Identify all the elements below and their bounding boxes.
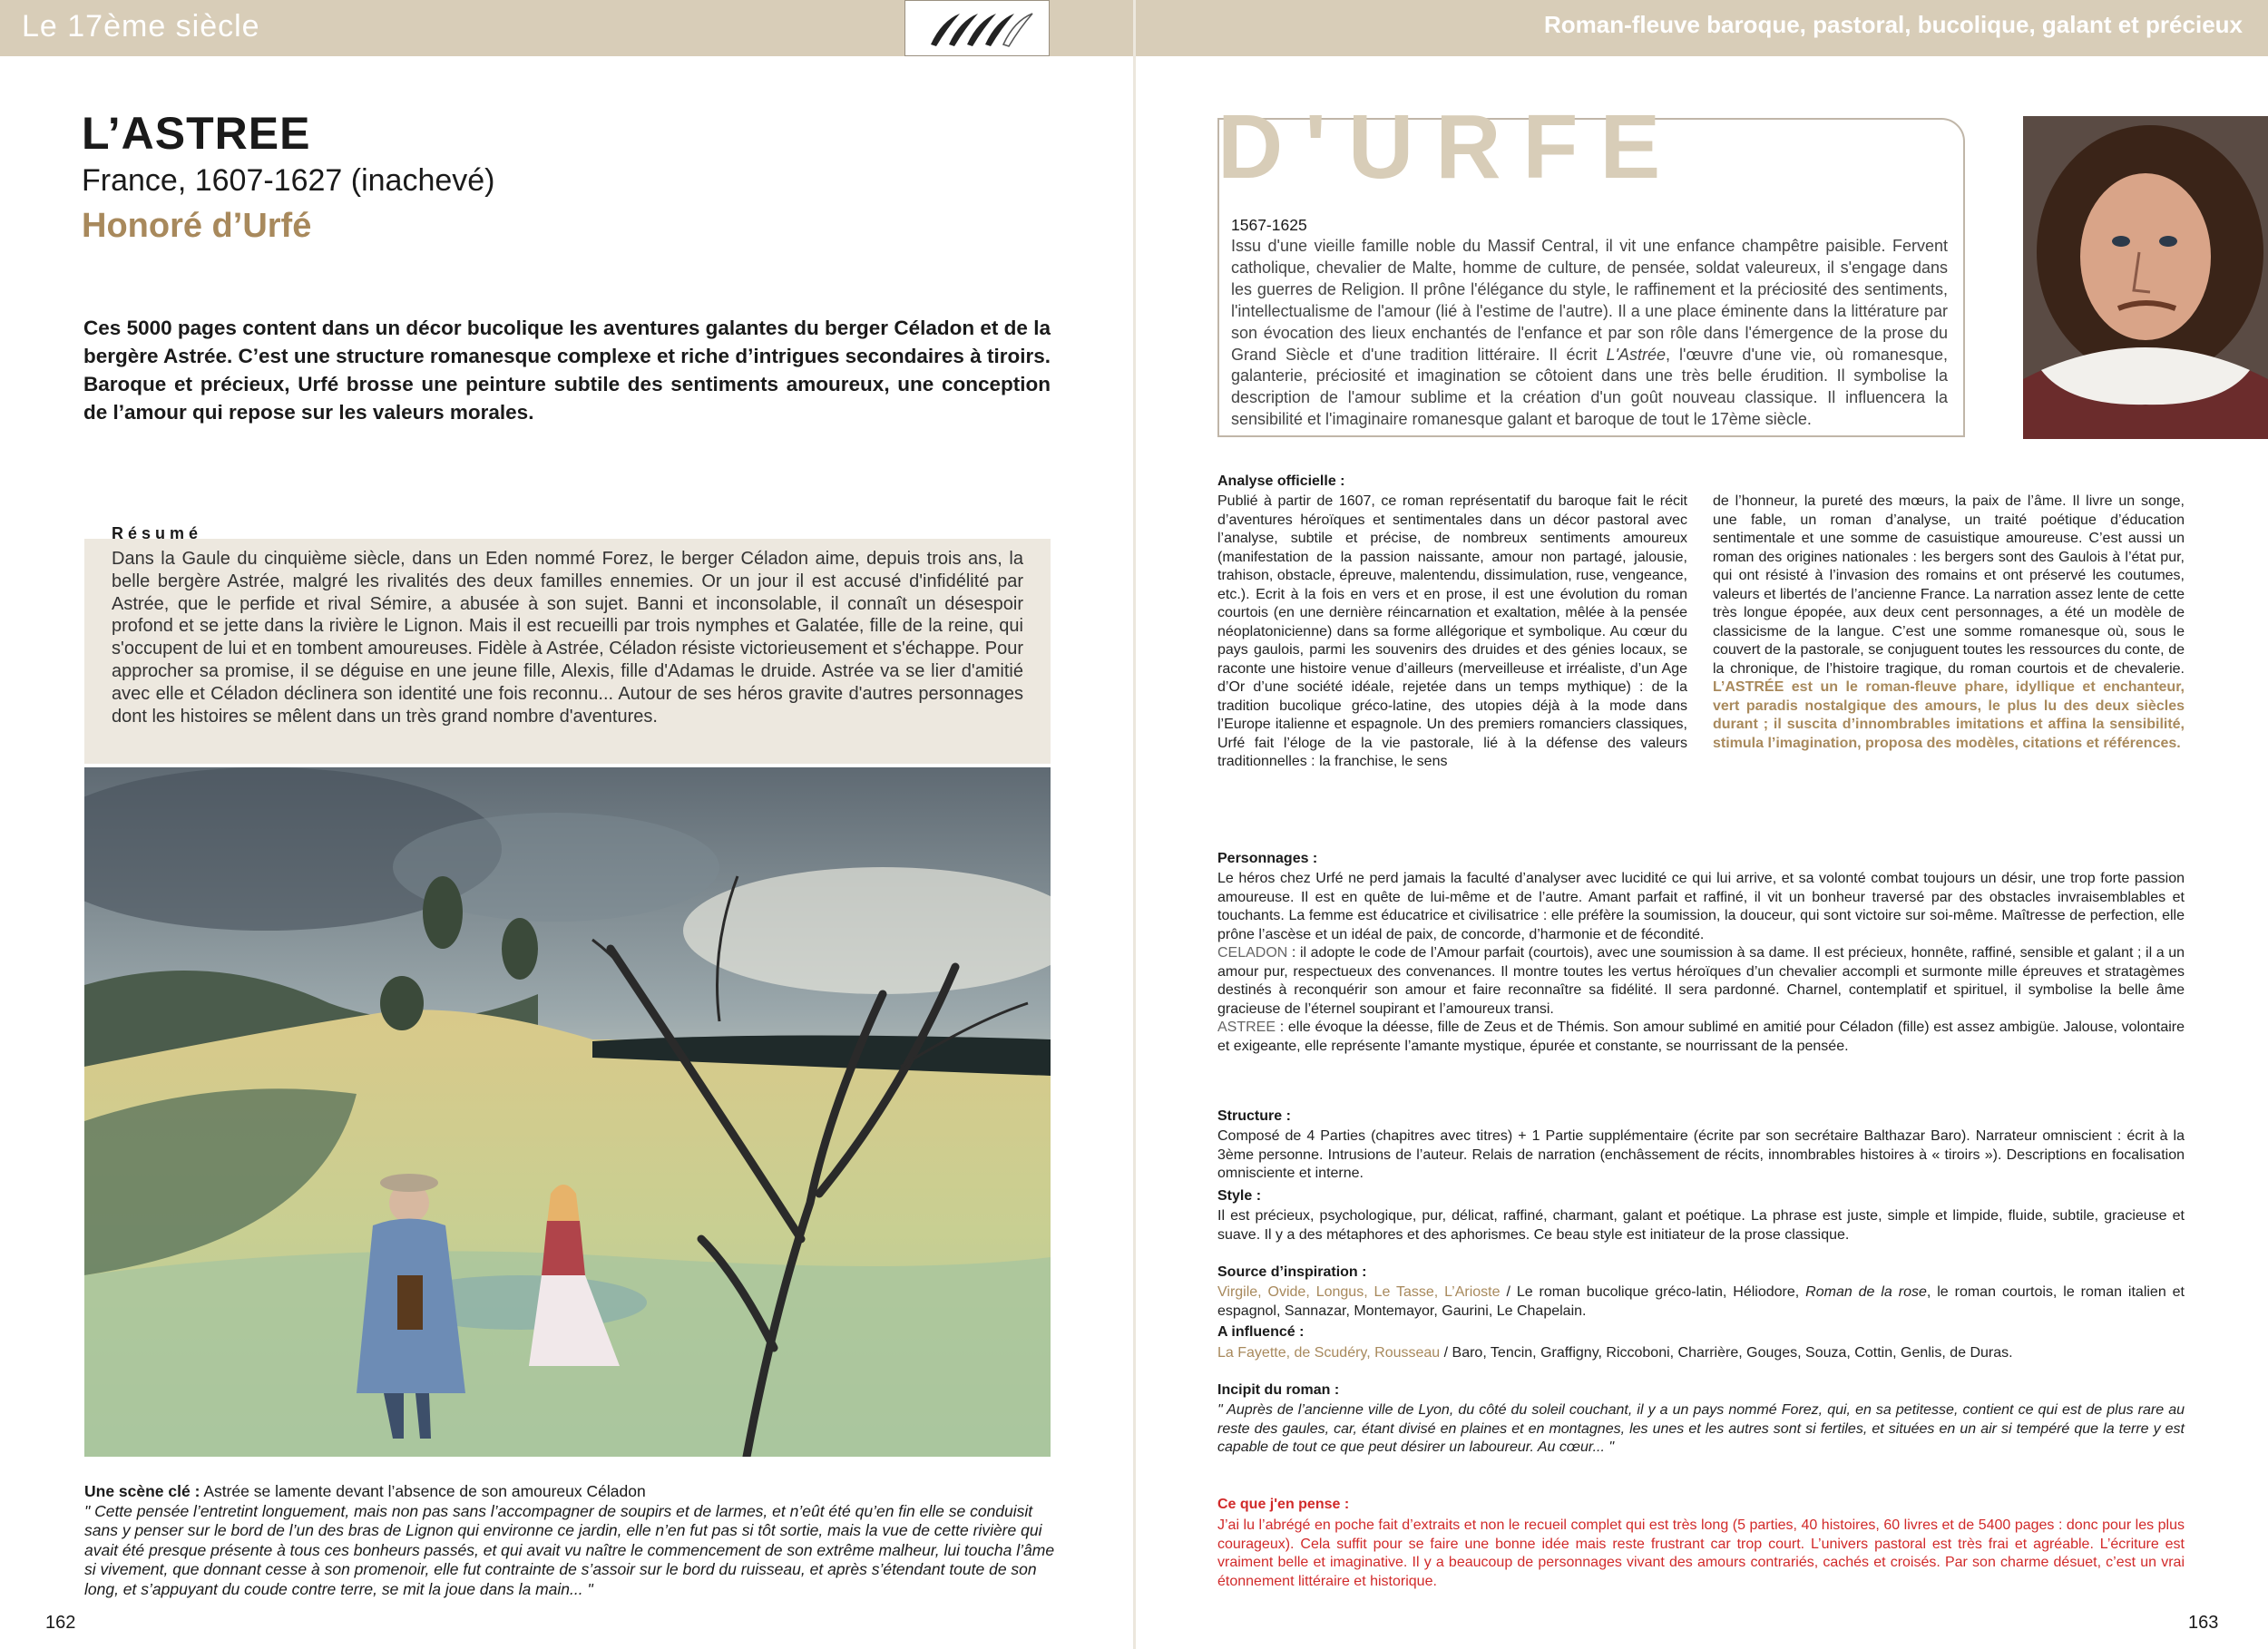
page-number-left: 162 [45, 1613, 76, 1633]
analysis-col2: de l’honneur, la pureté des mœurs, la paix de l’âme. Il livre un songe, une fable, un roman d’analyse, un traité poétique d’éducation sentimentale et une somme de casuistique amoureuse. C’est aussi un roman des origines nationales : les bergers sont des Gaulois à l’état pur, qui ont résisté à l’invasion des romains et ont préservé les coutumes, valeurs et libertés de l’ancienne France. La narration assez lente de cette très longue épopée, aux deux cent personnages, a été un modèle de classicisme de la langue. C’est une somme romanesque où, sous le couvert de la pastorale, se conjuguent toutes les ressources du conte, de la chronique, de l’histoire tragique, du roman courtois et de chevalerie. L’ASTRÉE est un le roman-fleuve phare, idyllique et enchanteur, vert paradis nostalgique des amours, le plus lu des deux siècles durant ; il suscita d’innombrables imitations et affina la sensibilité, stimula l’imagination, proposa des modèles, citations et références. [1713, 493, 2185, 751]
characters-text: Le héros chez Urfé ne perd jamais la faculté d’analyser avec lucidité ce qui lui arrive, et sa volonté combat toujours un désir, une trop forte passion amoureuse. Il est en quête de lui-même et de l’autre. Amant parfait et raffiné, il vit un bonheur traversé par des obstacles invraisemblables et touchants. La femme est éducatrice et civilisatrice : elle préfère la soumission, la douceur, qui sont victoire sur soi-même. Maîtresse de perfection, elle prône l’ascèse et un idéal de paix, de concorde, d’harmonie et de fécondité. CELADON : il adopte le code de l’Amour parfait (courtois), avec une soumission à sa dame. Il est précieux, honnête, raffiné, sensible et galant ; il a un amour pur, respectueux des convenances. Il montre toutes les vertus héroïques d’un chevalier accompli et surmonte mille épreuves et stratagèmes destinés à reconquérir son amour et faire reconnaître sa fidélité. Il sera pardonné. Charnel, contemplatif et spirituel, il symbolise la belle âme gracieuse de l’éternel soupirant et l’amoureux transi. ASTREE : elle évoque la déesse, fille de Zeus et de Thémis. Son amour sublimé en amitié pour Céladon (fille) est assez ambigüe. Jalouse, volontaire et exigeante, elle représente l’amante mystique, épurée et constante, se nourrissant de la pensée. [1217, 871, 2185, 1054]
genre-header: Roman-fleuve baroque, pastoral, bucolique, galant et précieux [1543, 11, 2243, 38]
influence-label: A influencé : [1217, 1324, 1305, 1340]
sources-label: Source d’inspiration : [1217, 1264, 1367, 1280]
quill-logo-icon [904, 0, 1050, 56]
analysis-label: Analyse officielle : [1217, 473, 1345, 489]
astree-name: ASTREE [1217, 1020, 1276, 1035]
book-spine [1133, 0, 1136, 1649]
influence-text: La Fayette, de Scudéry, Rousseau / Baro, Tencin, Graffigny, Riccoboni, Charrière, Gouges, Souza, Cottin, Genlis, de Duras. [1217, 1345, 2013, 1361]
intro-paragraph: Ces 5000 pages content dans un décor bucolique les aventures galantes du berger Céladon et de la bergère Astrée. C’est une structure romanesque complexe et riche d’intrigues secondaires à tiroirs. Baroque et précieux, Urfé brosse une peinture subtile des sentiments amoureux, une conception de l’amour qui repose sur les valeurs morales. [83, 317, 1051, 424]
key-scene [84, 1482, 1055, 1599]
summary-text: Dans la Gaule du cinquième siècle, dans un Eden nommé Forez, le berger Céladon aime, depuis trois ans, la belle bergère Astrée, malgré les rivalités des deux familles ennemies. Or un jour il est accusé d'infidélité par Astrée, que le perfide et rival Sémire, a abusée à son sujet. Banni et inconsolable, il connaît un désespoir profond et se jette dans la rivière le Lignon. Mais il est recueilli par trois nymphes et Galatée, fille de la reine, qui s'occupent de lui et en tombent amoureuses. Fidèle à Astrée, Céladon résiste victorieusement et s'échappe. Pour approcher sa promise, il se déguise en une jeune fille, Alexis, fille d'Adamas le druide. Astrée va se lier d'amitié avec elle et Céladon déclinera son identité une fois reconnu... Autour de ses héros gravite d'autres personnages dont les histoires se mêlent dans un très grand nombre d'aventures. [112, 549, 1023, 727]
author-name-large: D'URFE [1217, 96, 1683, 198]
author-portrait [2023, 116, 2268, 439]
incipit-label: Incipit du roman : [1217, 1382, 1340, 1398]
opinion-label: Ce que j'en pense : [1217, 1497, 1350, 1512]
author-dates: 1567-1625 [1231, 216, 1307, 234]
author-bio-text: Issu d'une vieille famille noble du Massif Central, il vit une enfance champêtre paisible. Fervent catholique, chevalier de Malte, homme de culture, de pensée, soldat valeureux, il s'engage dans les guerres de Religion. Il prône l'élégance du style, le raffinement et la préciosité des sentiments, l'intellectualisme de l'amour (lié à l'estime de l'autre). Il a une place éminente dans la littérature par son évocation des lieux enchantés de l'enfance et par son rôle dans l'émergence de la prose du Grand Siècle et d'une tradition littéraire. Il écrit L'Astrée, l'œuvre d'une vie, où romanesque, galanterie, préciosité et imagination se côtoient dans une très belle érudition. Il symbolise la description de l'amour sublime et la création d'un goût nouveau classique. Il influencera la sensibilité et l'imaginaire romanesque galant et baroque de tout le 17ème siècle. [1231, 237, 1948, 429]
sources-text: Virgile, Ovide, Longus, Le Tasse, L’Arioste / Le roman bucolique gréco-latin, Héliodore, Roman de la rose, le roman courtois, le roman italien et espagnol, Sannazar, Montemayor, Gaurini, Le Chapelain. [1217, 1284, 2185, 1319]
book-origin: France, 1607-1627 (inachevé) [82, 163, 495, 198]
style-label: Style : [1217, 1188, 1262, 1204]
summary-heading: Résumé [112, 524, 203, 542]
opinion-text: J’ai lu l’abrégé en poche fait d’extraits et non le recueil complet qui est très long (5 parties, 40 histoires, 60 livres et de 5400 pages : donc pour les plus courageux). Cela suffit pour se faire une bonne idée mais reste frustrant car trop court. L’univers pastoral est très frai et agréable. L’écriture est vraiment belle et imaginative. Il y a beaucoup de personnages vivant des amours contrariés, cachés et croisés. Par son charme désuet, c’est un vrai étonnement littéraire et historique. [1217, 1517, 2185, 1589]
characters-label: Personnages : [1217, 851, 1318, 866]
key-scene-label: Une scène clé : [84, 1482, 200, 1500]
structure-text: Composé de 4 Parties (chapitres avec titres) + 1 Partie supplémentaire (écrite par son secrétaire Balthazar Baro). Narrateur omniscient : écrit à la 3ème personne. Intrusions de l’auteur. Relais de narration (enchâssement de récits, innombrables histoires à « tiroirs »). Descriptions en focalisation omnisciente et interne. [1217, 1128, 2185, 1181]
analysis-highlight: L’ASTRÉE est un le roman-fleuve phare, idyllique et enchanteur, vert paradis nostalgique des amours, le plus lu des deux siècles durant ; il suscita d’innombrables imitations et affina la sensibilité, stimula l’imagination, proposa des modèles, citations et références. [1713, 679, 2185, 751]
celadon-name: CELADON [1217, 945, 1288, 961]
page-number-right: 163 [2188, 1613, 2219, 1633]
book-title: L’ASTREE [82, 108, 311, 159]
analysis-col1: Publié à partir de 1607, ce roman représentatif du baroque fait le récit d’aventures héroïques et sentimentales dans un décor pastoral avec l’analyse, subtile et précise, de nombreux sentiments amoureux (manifestation de la passion naissante, amour non partagé, jalousie, trahison, obstacle, épreuve, malentendu, dissimulation, ruse, vengeance, etc.). Ecrit à la fois en vers et en prose, il est une évolution du roman courtois (en une dernière réincarnation et exaltation, mêlée à la pensée néoplatonicienne) dans sa forme allégorique et symbolique. Au cœur du pays gaulois, parmi les souvenirs des druides et des génies locaux, se raconte une histoire venue d’ailleurs (merveilleuse et irréaliste, d’un Age d’Or d’une société idéale, rejetée dans un temps mythique) : de la tradition bucolique gréco-latine, des utopies déjà à la mode dans l’Europe italienne et espagnole. Un des premiers romanciers classiques, Urfé fait l’éloge de la vie pastorale, lié à la défense des valeurs traditionnelles : la franchise, le sens [1217, 493, 1687, 769]
key-scene-quote: " Cette pensée l’entretint longuement, mais non pas sans l’accompagner de soupirs et de larmes, et n’eût été qu’en fin elle se conduisit sans y penser sur le bord de l’un des bras de Lignon qui environne ce jardin, elle n’en fut pas si tôt sortie, mais la vue de cette rivière qui avait été presque présente à tous ces bonheurs passés, et qui avait vu naître le commencement de son extrême malheur, lui toucha l’âme si vivement, que donnant cesse à son promenoir, elle fut contrainte de s’assoir sur le bord du ruisseau, et après s’étendant toute de son long, et s’appuyant du coude contre terre, se mit la joue dans la main... " [84, 1501, 1055, 1598]
key-scene-caption: Astrée se lamente devant l’absence de son amoureux Céladon [200, 1482, 646, 1500]
structure-label: Structure : [1217, 1108, 1291, 1124]
section-title: Le 17ème siècle [22, 9, 260, 44]
book-author: Honoré d’Urfé [82, 207, 312, 245]
incipit-text: " Auprès de l’ancienne ville de Lyon, du côté du soleil couchant, il y a un pays nommé Forez, qui, en sa petitesse, contient ce qui est de plus rare au reste des gaules, car, étant divisé en plaines et en montagnes, les unes et les autres sont si fertiles, et situées en un air si tempéré que la terre y est capable de tout ce que peut désirer un laboureur. Au cœur... " [1217, 1402, 2185, 1455]
watercolor-painting [84, 767, 1051, 1457]
style-text: Il est précieux, psychologique, pur, délicat, raffiné, charmant, galant et poétique. La phrase est juste, simple et limpide, fluide, subtile, gracieuse et suave. Il y a des métaphores et des aphorismes. Ce beau style est initiateur de la prose classique. [1217, 1208, 2185, 1243]
